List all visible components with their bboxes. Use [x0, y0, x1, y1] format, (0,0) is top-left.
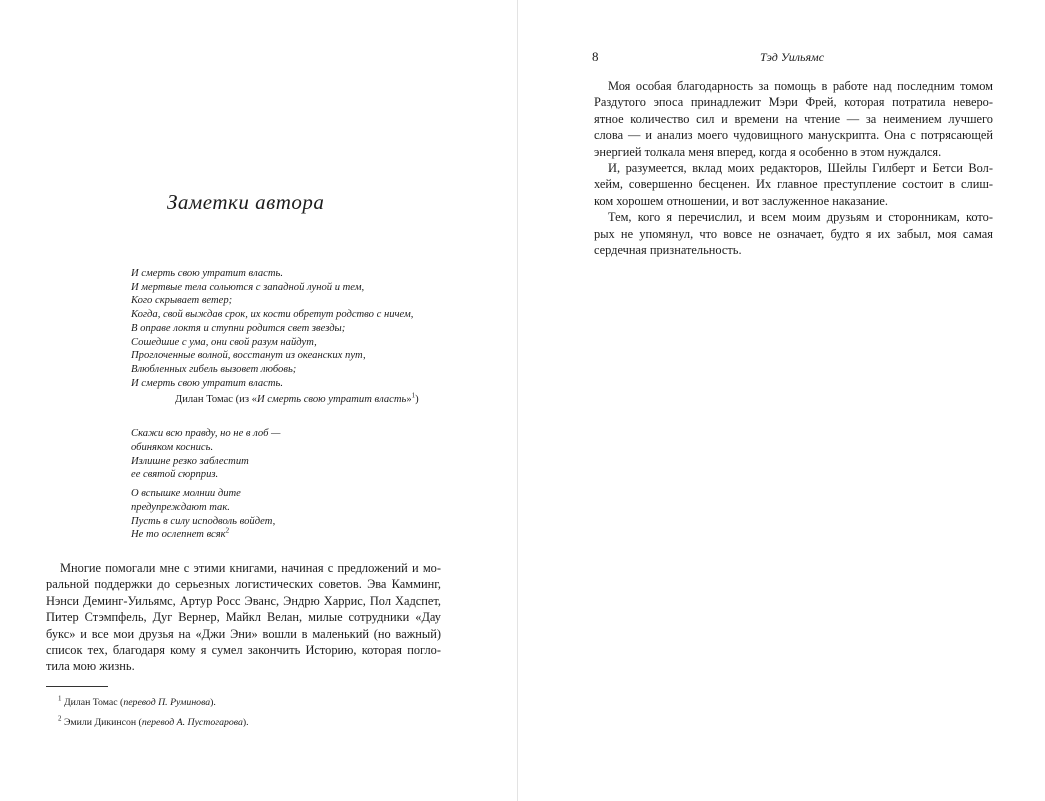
footnote-italic: перевод П. Руминова [123, 697, 211, 708]
attribution-end: ) [415, 394, 419, 406]
footnote [58, 693, 249, 713]
poem-line: Излишне резко заблестит [131, 455, 249, 467]
chapter-title: Заметки автора [167, 190, 325, 214]
paragraph [594, 78, 993, 160]
text-line: хейм, совершенно бесценен. Их главное преступление состоит в слиш- [594, 177, 993, 192]
poem-line-text: Не то ослепнет всяк [131, 529, 226, 541]
epigraph-line: Влюбленных гибель вызовет любовь; [131, 363, 297, 375]
text-line: Тем, кого я перечислил, и всем моим друзьям и сторонникам, кото- [608, 210, 993, 225]
right-page-body [594, 78, 993, 258]
epigraph-line: Кого скрывает ветер; [131, 295, 233, 307]
poem-stanza [131, 487, 461, 542]
text-line: Моя особая благодарность за помощь в работе над последним томом [608, 79, 993, 93]
epigraph-attribution [131, 393, 461, 407]
poem-stanza [131, 427, 461, 482]
epigraph-line: И мертвые тела сольются с западной луной и тем, [131, 281, 365, 293]
epigraph-line: В оправе локтя и ступни родится свет звезды; [131, 322, 346, 334]
text-line: сердечная признательность. [594, 243, 742, 258]
epigraph-line: Проглоченные волной, восстанут из океанских пут, [131, 350, 366, 362]
page-gutter [517, 0, 518, 801]
text-line: И, разумеется, вклад моих редакторов, Шейлы Гилберт и Бетси Вол- [608, 161, 993, 176]
attribution-work: И смерть свою утратит власть [256, 394, 407, 406]
text-line: ральной поддержки до серьезных логистических советов. Эва Камминг, [46, 577, 441, 592]
footnotes [58, 693, 249, 733]
footnote-close: ). [210, 697, 216, 708]
text-line: ятное количество сил и времени на чтение — за неимением лучшего [594, 111, 993, 126]
text-line: Раздутого эпоса принадлежит Мэри Фрей, которая потратила неверо- [594, 95, 993, 110]
poem-line: ее святой сюрприз. [131, 469, 219, 481]
running-head: Тэд Уильямс [760, 50, 825, 64]
poem-line: Пусть в силу исподволь войдет, [131, 515, 276, 527]
footnote-text: Эмили Дикинсон ( [63, 717, 142, 728]
footnote-italic: перевод А. Пустогарова [141, 717, 243, 728]
epigraph-line: Когда, свой выждав срок, их кости обретут родство с ничем, [131, 309, 414, 321]
text-line: рых не упомянул, что вовсе не означает, будто я их забыл, моя самая [594, 226, 993, 241]
footnote-text: Дилан Томас ( [63, 697, 124, 708]
paragraph [594, 209, 993, 258]
acknowledgements-paragraph [46, 560, 441, 675]
poem-line: обиняком коснись. [131, 441, 214, 453]
left-page [0, 0, 517, 801]
footnote-divider [46, 686, 108, 687]
attribution-author: Дилан Томас (из « [175, 394, 257, 406]
footnote-ref[interactable]: 1 [411, 391, 416, 400]
text-line: энергией толкала меня вперед, когда я особенно в этом нуждался. [594, 144, 942, 159]
text-line: Многие помогали мне с этими книгами, начиная с предложений и мо- [60, 561, 441, 575]
text-line: список тех, благодаря кому я сумел закончить Историю, которая погло- [46, 643, 441, 658]
poem-line: предупреждают так. [131, 501, 230, 513]
footnote-mark: 1 [58, 694, 62, 703]
text-line: слова — и анализ моего чудовищного манускрипта. Она с потрясающей [594, 128, 993, 143]
epigraph-line: Сошедшие с ума, они свой разум найдут, [131, 336, 317, 348]
epigraph-line: И смерть свою утратит власть. [131, 377, 283, 389]
poem-line: Скажи всю правду, но не в лоб — [131, 428, 281, 439]
text-line: тила мою жизнь. [46, 659, 135, 674]
poem-line: О вспышке молнии дите [131, 488, 241, 499]
text-line: Питер Стэмпфель, Дуг Вернер, Майкл Велан, милые сотрудники «Дау [46, 610, 441, 625]
footnote-mark: 2 [58, 714, 62, 723]
poem-line [131, 528, 461, 542]
text-line: Нэнси Деминг-Уильямс, Артур Росс Эванс, Эндрю Харрис, Пол Хадспет, [46, 593, 441, 608]
footnote-ref[interactable]: 2 [225, 526, 230, 535]
epigraph-line: И смерть свою утратит власть. [131, 268, 283, 279]
page-number: 8 [592, 49, 599, 64]
epigraph [131, 267, 461, 407]
text-line: букс» и все мои друзья на «Джи Эни» вошли в маленький (но важный) [46, 626, 441, 641]
paragraph [46, 560, 441, 675]
paragraph [594, 160, 993, 209]
footnote-close: ). [242, 717, 249, 728]
attribution-close: » [406, 394, 412, 406]
footnote [58, 713, 249, 733]
text-line: ком хорошем отношении, и вот заслуженное наказание. [594, 193, 888, 208]
